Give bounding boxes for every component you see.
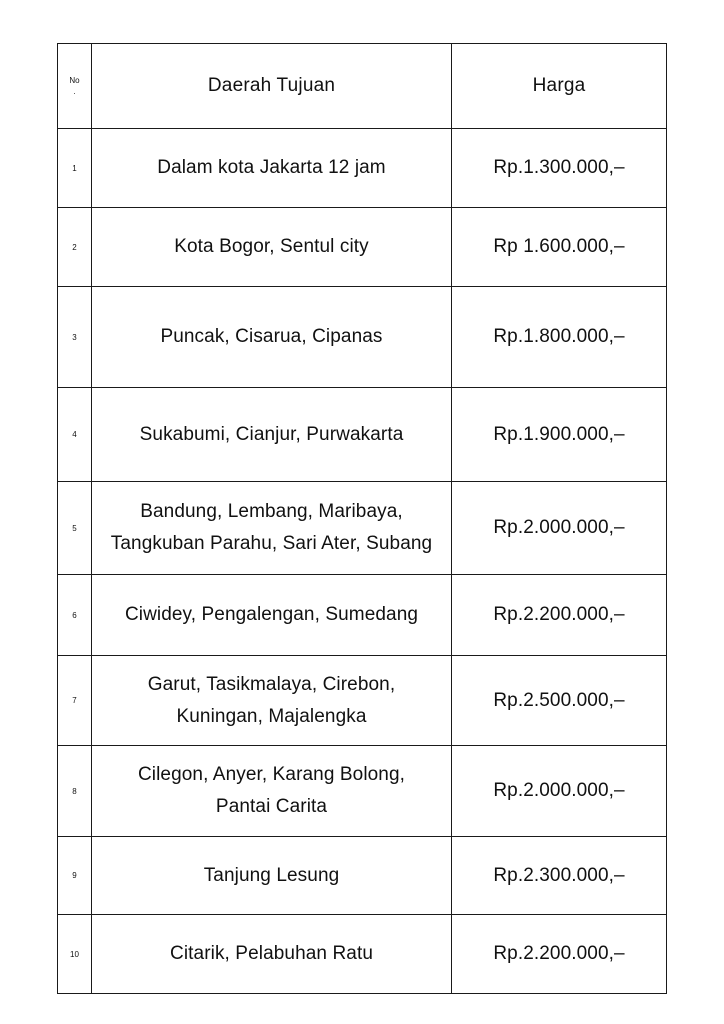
row-destination	[92, 746, 452, 837]
row-destination: Ciwidey, Pengalengan, Sumedang	[92, 575, 452, 656]
row-destination-line2: Tangkuban Parahu, Sari Ater, Subang	[110, 533, 433, 554]
row-number: 10	[58, 915, 92, 994]
header-no-line2: .	[73, 87, 76, 96]
row-number: 5	[58, 482, 92, 575]
row-destination-line1: Bandung, Lembang, Maribaya,	[140, 501, 403, 522]
table-row	[58, 287, 667, 388]
header-destination: Daerah Tujuan	[92, 44, 452, 129]
row-number: 2	[58, 208, 92, 287]
row-destination: Puncak, Cisarua, Cipanas	[92, 287, 452, 388]
row-destination	[92, 482, 452, 575]
row-destination: Tanjung Lesung	[92, 837, 452, 915]
table-row	[58, 746, 667, 837]
row-destination-line1: Cilegon, Anyer, Karang Bolong,	[137, 764, 406, 785]
table-row	[58, 208, 667, 287]
row-number: 7	[58, 656, 92, 746]
header-price: Harga	[452, 44, 667, 129]
row-price: Rp.1.800.000,–	[452, 287, 667, 388]
row-price: Rp.2.200.000,–	[452, 915, 667, 994]
row-number: 4	[58, 388, 92, 482]
row-price: Rp.2.000.000,–	[452, 746, 667, 837]
row-price: Rp.2.200.000,–	[452, 575, 667, 656]
row-price: Rp.2.300.000,–	[452, 837, 667, 915]
row-number: 3	[58, 287, 92, 388]
row-destination	[92, 656, 452, 746]
table-row	[58, 129, 667, 208]
row-price: Rp.2.000.000,–	[452, 482, 667, 575]
price-table	[57, 43, 667, 994]
row-destination: Sukabumi, Cianjur, Purwakarta	[92, 388, 452, 482]
table-header-row	[58, 44, 667, 129]
table-row	[58, 482, 667, 575]
table-row	[58, 915, 667, 994]
header-no-line1: No	[69, 76, 80, 85]
table-row	[58, 575, 667, 656]
row-price: Rp 1.600.000,–	[452, 208, 667, 287]
row-destination: Kota Bogor, Sentul city	[92, 208, 452, 287]
row-destination: Citarik, Pelabuhan Ratu	[92, 915, 452, 994]
row-number: 1	[58, 129, 92, 208]
row-price: Rp.1.900.000,–	[452, 388, 667, 482]
table-row	[58, 656, 667, 746]
row-destination: Dalam kota Jakarta 12 jam	[92, 129, 452, 208]
header-no	[58, 44, 92, 129]
table-row	[58, 388, 667, 482]
row-number: 9	[58, 837, 92, 915]
row-number: 6	[58, 575, 92, 656]
row-destination-line1: Garut, Tasikmalaya, Cirebon,	[147, 673, 396, 695]
row-destination-line2: Kuningan, Majalengka	[176, 705, 367, 727]
table-row	[58, 837, 667, 915]
row-price: Rp.2.500.000,–	[452, 656, 667, 746]
row-destination-line2: Pantai Carita	[215, 796, 328, 817]
row-number: 8	[58, 746, 92, 837]
row-price: Rp.1.300.000,–	[452, 129, 667, 208]
